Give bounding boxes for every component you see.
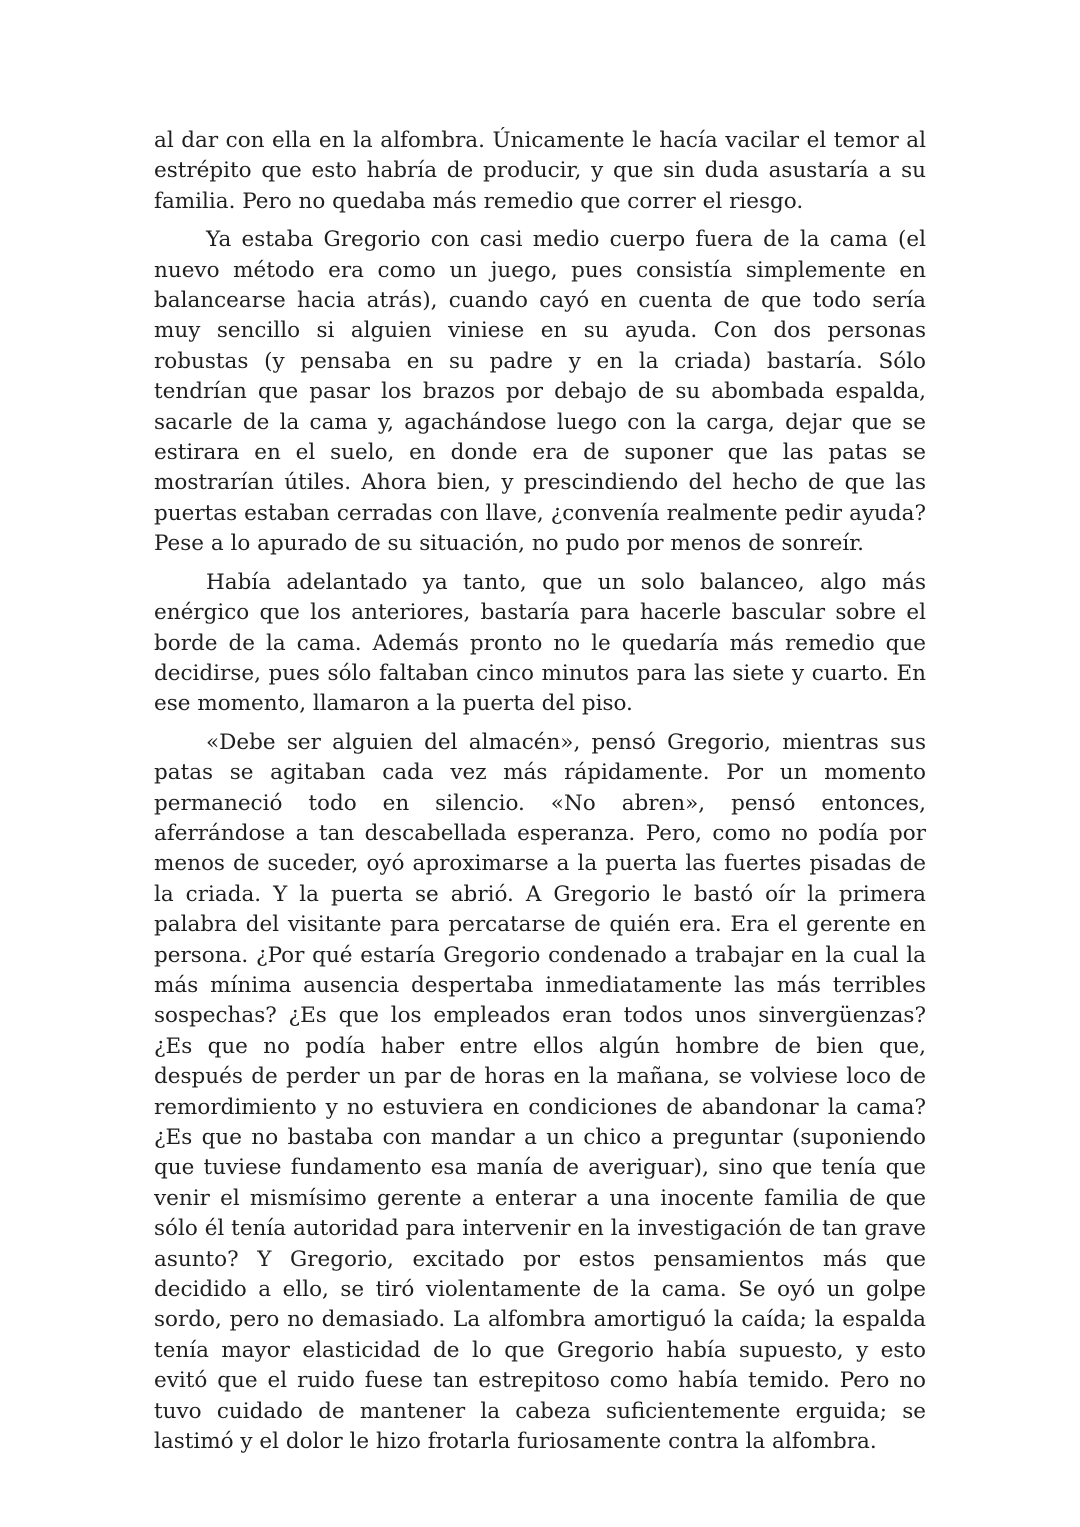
page-body	[154, 126, 926, 1465]
paragraph-2: Ya estaba Gregorio con casi medio cuerpo fuera de la cama (el nuevo método era como un juego, pues consistía simplemente en balancearse hacia atrás), cuando cayó en cuenta de que todo sería muy sencillo si alguien viniese en su ayuda. Con dos personas robustas (y pensaba en su padre y en la criada) bastaría. Sólo tendrían que pasar los brazos por debajo de su abombada espalda, sacarle de la cama y, agachándose luego con la carga, dejar que se estirara en el suelo, en donde era de suponer que las patas se mostrarían útiles. Ahora bien, y prescindiendo del hecho de que las puertas estaban cerradas con llave, ¿convenía realmente pedir ayuda? Pese a lo apurado de su situación, no pudo por menos de sonreír.	[154, 227, 926, 557]
paragraph-1: al dar con ella en la alfombra. Únicamente le hacía vacilar el temor al estrépito que esto habría de producir, y que sin duda asustaría a su familia. Pero no quedaba más remedio que correr el riesgo.	[154, 128, 926, 214]
paragraph-3: Había adelantado ya tanto, que un solo balanceo, algo más enérgico que los anteriores, bastaría para hacerle bascular sobre el borde de la cama. Además pronto no le quedaría más remedio que decidirse, pues sólo faltaban cinco minutos para las siete y cuarto. En ese momento, llamaron a la puerta del piso.	[154, 569, 926, 717]
paragraph-4: «Debe ser alguien del almacén», pensó Gregorio, mientras sus patas se agitaban cada vez más rápidamente. Por un momento permaneció todo en silencio. «No abren», pensó entonces, aferrándose a tan descabellada esperanza. Pero, como no podía por menos de suceder, oyó aproximarse a la puerta las fuertes pisadas de la criada. Y la puerta se abrió. A Gregorio le bastó oír la primera palabra del visitante para percatarse de quién era. Era el gerente en persona. ¿Por qué estaría Gregorio condenado a trabajar en la cual la más mínima ausencia despertaba inmediatamente las más terribles sospechas? ¿Es que los empleados eran todos unos sinvergüenzas? ¿Es que no podía haber entre ellos algún hombre de bien que, después de perder un par de horas en la mañana, se volviese loco de remordimiento y no estuviera en condiciones de abandonar la cama? ¿Es que no bastaba con mandar a un chico a preguntar (suponiendo que tuviese fundamento esa manía de averiguar), sino que tenía que venir el mismísimo gerente a enterar a una inocente familia de que sólo él tenía autoridad para intervenir en la investigación de tan grave asunto? Y Gregorio, excitado por estos pensamientos más que decidido a ello, se tiró violentamente de la cama. Se oyó un golpe sordo, pero no demasiado. La alfombra amortiguó la caída; la espalda tenía mayor elasticidad de lo que Gregorio había supuesto, y esto evitó que el ruido fuese tan estrepitoso como había temido. Pero no tuvo cuidado de mantener la cabeza suficientemente erguida; se lastimó y el dolor le hizo frotarla furiosamente contra la alfombra.	[154, 729, 926, 1455]
